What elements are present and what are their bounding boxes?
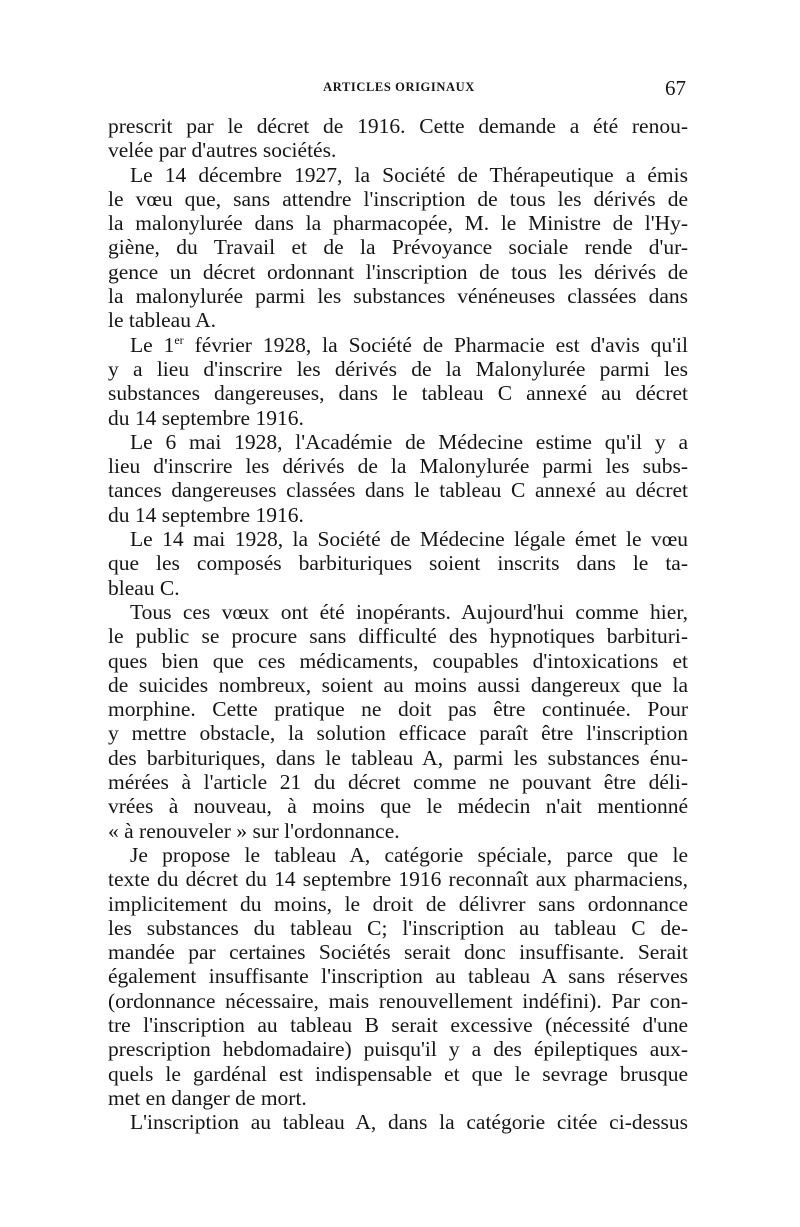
- text-line: de suicides nombreux, soient au moins aussi dangereux que la: [108, 672, 688, 697]
- text-line: tances dangereuses classées dans le tableau C annexé au décret: [108, 478, 688, 503]
- text-line: bleau C.: [108, 575, 180, 600]
- text-line: Le 6 mai 1928, l'Académie de Médecine estime qu'il y a: [130, 429, 688, 454]
- text-line: met en danger de mort.: [108, 1085, 307, 1110]
- text-line: prescrit par le décret de 1916. Cette demande a été renou-: [108, 114, 688, 138]
- running-head: [112, 76, 686, 102]
- text-line: « à renouveler » sur l'ordonnance.: [108, 818, 400, 843]
- text-line: quels le gardénal est indispensable et que le sevrage brusque: [108, 1061, 688, 1086]
- text-line: la malonylurée dans la pharmacopée, M. le Ministre de l'Hy-: [108, 211, 688, 236]
- text-line: Le 1er février 1928, la Société de Pharmacie est d'avis qu'il: [130, 332, 688, 357]
- text-line: le public se procure sans difficulté des hypnotiques barbituri-: [108, 624, 688, 649]
- text-line: giène, du Travail et de la Prévoyance sociale rende d'ur-: [108, 235, 688, 260]
- text-line: mandée par certaines Sociétés serait donc insuffisante. Serait: [108, 940, 688, 965]
- text-line: du 14 septembre 1916.: [108, 502, 304, 527]
- page-number: 67: [665, 76, 686, 100]
- text-line: également insuffisante l'inscription au tableau A sans réserves: [108, 964, 688, 989]
- text-line: implicitement du moins, le droit de délivrer sans ordonnance: [108, 891, 688, 916]
- text-line: que les composés barbituriques soient inscrits dans le ta-: [108, 551, 688, 576]
- text-line: la malonylurée parmi les substances vénéneuses classées dans: [108, 284, 688, 309]
- text-line: y mettre obstacle, la solution efficace paraît être l'inscription: [108, 721, 688, 746]
- text-line: y a lieu d'inscrire les dérivés de la Malonylurée parmi les: [108, 356, 688, 381]
- running-title: ARTICLES ORIGINAUX: [323, 80, 475, 94]
- text-line: texte du décret du 14 septembre 1916 reconnaît aux pharmaciens,: [108, 867, 688, 892]
- text-line: lieu d'inscrire les dérivés de la Malonylurée parmi les subs-: [108, 454, 688, 479]
- text-line: ques bien que ces médicaments, coupables d'intoxications et: [108, 648, 688, 673]
- article-body: [108, 114, 688, 1134]
- text-line: Je propose le tableau A, catégorie spéciale, parce que le: [130, 842, 688, 867]
- text-line: des barbituriques, dans le tableau A, parmi les substances énu-: [108, 745, 688, 770]
- text-line: Le 14 mai 1928, la Société de Médecine légale émet le vœu: [130, 527, 688, 552]
- text-line: morphine. Cette pratique ne doit pas être continuée. Pour: [108, 697, 688, 722]
- text-line: du 14 septembre 1916.: [108, 405, 304, 430]
- text-line: substances dangereuses, dans le tableau C annexé au décret: [108, 381, 688, 406]
- text-line: vrées à nouveau, à moins que le médecin n'ait mentionné: [108, 794, 688, 819]
- text-line: L'inscription au tableau A, dans la catégorie citée ci-dessus: [130, 1110, 688, 1135]
- text-line: le vœu que, sans attendre l'inscription de tous les dérivés de: [108, 186, 688, 211]
- text-line: tre l'inscription au tableau B serait excessive (nécessité d'une: [108, 1012, 688, 1037]
- text-line: Le 14 décembre 1927, la Société de Thérapeutique a émis: [130, 162, 688, 187]
- text-line: le tableau A.: [108, 308, 217, 333]
- text-line: les substances du tableau C; l'inscription au tableau C de-: [108, 915, 688, 940]
- text-line: gence un décret ordonnant l'inscription de tous les dérivés de: [108, 259, 688, 284]
- text-line: (ordonnance nécessaire, mais renouvellement indéfini). Par con-: [108, 988, 688, 1013]
- text-line: Tous ces vœux ont été inopérants. Aujourd'hui comme hier,: [130, 599, 688, 624]
- text-line: mérées à l'article 21 du décret comme ne pouvant être déli-: [108, 770, 688, 795]
- text-line: velée par d'autres sociétés.: [108, 138, 337, 163]
- text-line: prescription hebdomadaire) puisqu'il y a des épileptiques aux-: [108, 1037, 688, 1062]
